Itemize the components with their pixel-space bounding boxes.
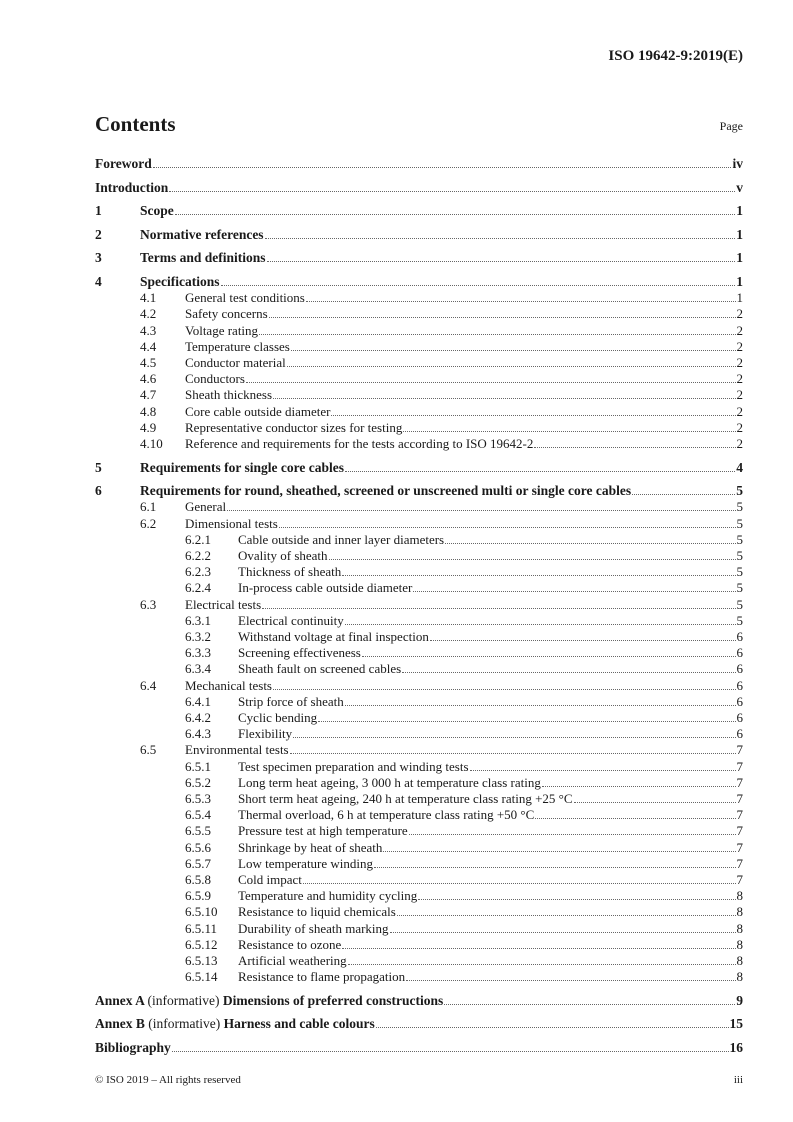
dot-leader	[175, 213, 736, 215]
dot-leader	[403, 430, 735, 432]
toc-entry-title: General test conditions	[185, 290, 305, 306]
dot-leader	[342, 574, 735, 576]
toc-entry-title: Core cable outside diameter	[185, 403, 331, 419]
table-of-contents	[95, 156, 743, 1056]
toc-entry-number: 6.5.6	[185, 839, 211, 855]
toc-entry-page: 2	[736, 354, 743, 370]
toc-entry-title: Artificial weathering	[238, 953, 347, 969]
toc-entry-page: 2	[736, 403, 743, 419]
toc-entry-number: 4.2	[140, 306, 157, 322]
toc-entry-page: 7	[736, 839, 743, 855]
toc-entry[interactable]	[95, 499, 743, 515]
toc-entry-page: 6	[736, 726, 743, 742]
toc-entry-page: 2	[736, 371, 743, 387]
toc-entry[interactable]	[95, 306, 743, 322]
toc-entry-number: 6.3	[140, 596, 157, 612]
annex-label: Annex A	[95, 992, 145, 1008]
toc-entry[interactable]	[95, 387, 743, 403]
toc-entry-title: Thermal overload, 6 h at temperature class rating +50 °C	[238, 807, 535, 823]
toc-entry-page: 5	[736, 483, 743, 499]
toc-entry-number: 6.5.4	[185, 807, 211, 823]
toc-entry-page: 5	[736, 499, 743, 515]
toc-entry-page: 7	[736, 774, 743, 790]
toc-entry-page: 1	[736, 250, 743, 266]
toc-entry-number: 6.5.3	[185, 791, 211, 807]
footer-page-number: iii	[733, 1074, 743, 1086]
toc-entry-page: 1	[736, 203, 743, 219]
toc-entry-page: 16	[729, 1040, 743, 1056]
toc-entry-title: Safety concerns	[185, 306, 268, 322]
dot-leader	[574, 801, 736, 803]
toc-entry-page: 7	[736, 855, 743, 871]
toc-entry-number: 6.4.3	[185, 726, 211, 742]
toc-entry-page: 1	[736, 290, 743, 306]
toc-entry-page: 1	[736, 273, 743, 289]
dot-leader	[291, 349, 736, 351]
dot-leader	[329, 558, 736, 560]
toc-entry-page: 7	[736, 807, 743, 823]
document-id-header: ISO 19642-9:2019(E)	[608, 48, 743, 64]
toc-entry-page: 6	[736, 677, 743, 693]
toc-entry-number: 6.2.4	[185, 580, 211, 596]
toc-entry[interactable]	[95, 953, 743, 969]
toc-entry-number: 4	[95, 273, 102, 289]
toc-entry[interactable]	[95, 807, 743, 823]
toc-entry-title: Flexibility	[238, 726, 293, 742]
toc-entry-number: 6.1	[140, 499, 157, 515]
toc-entry-page: 5	[736, 531, 743, 547]
toc-entry-number: 4.3	[140, 322, 157, 338]
dot-leader	[259, 333, 735, 335]
dot-leader	[273, 397, 735, 399]
toc-entry-page: 8	[736, 936, 743, 952]
toc-entry-title: Specifications	[140, 273, 220, 289]
toc-entry-number: 6.2.2	[185, 548, 211, 563]
toc-entry-title: Durability of sheath marking	[238, 920, 389, 936]
toc-entry-number: 6.4.1	[185, 693, 211, 709]
toc-entry[interactable]	[95, 993, 743, 1009]
dot-leader	[269, 316, 736, 318]
toc-entry-title	[95, 993, 443, 1009]
toc-entry-number: 4.5	[140, 354, 157, 370]
toc-entry[interactable]	[95, 921, 743, 937]
toc-entry-title: Bibliography	[95, 1040, 171, 1056]
toc-entry[interactable]	[95, 516, 743, 532]
toc-entry-number: 6.5.9	[185, 888, 211, 904]
dot-leader	[430, 639, 736, 641]
toc-entry-page: 8	[736, 904, 743, 920]
toc-entry-page: 2	[736, 436, 743, 451]
toc-entry-number: 6.5.14	[185, 969, 218, 985]
toc-entry-title: Scope	[140, 203, 174, 219]
toc-entry[interactable]	[95, 872, 743, 888]
dot-leader	[632, 493, 735, 495]
toc-entry-page: iv	[732, 156, 743, 171]
toc-entry-number: 6.4.2	[185, 710, 211, 726]
toc-entry-number: 6.5.10	[185, 904, 218, 920]
toc-entry[interactable]	[95, 726, 743, 742]
dot-leader	[348, 963, 736, 965]
toc-entry-title: Environmental tests	[185, 742, 289, 758]
toc-entry-page: 2	[736, 419, 743, 435]
toc-entry-number: 6.3.2	[185, 629, 211, 645]
dot-leader	[374, 866, 735, 868]
toc-entry-page: 8	[736, 888, 743, 904]
toc-entry-number: 4.6	[140, 371, 157, 387]
toc-entry-page: 5	[736, 612, 743, 628]
dot-leader	[287, 365, 736, 367]
dot-leader	[290, 752, 736, 754]
toc-entry-page: 2	[736, 306, 743, 322]
dot-leader	[267, 260, 736, 262]
toc-entry-title: Short term heat ageing, 240 h at temperature class rating +25 °C	[238, 791, 573, 807]
dot-leader	[293, 736, 735, 738]
toc-entry-title: Electrical tests	[185, 596, 262, 612]
toc-entry[interactable]	[95, 775, 743, 791]
toc-entry-page: 7	[736, 872, 743, 888]
dot-leader	[534, 446, 735, 448]
toc-entry-number: 6.5.7	[185, 855, 211, 871]
toc-entry-title: Conductor material	[185, 354, 286, 370]
toc-entry[interactable]	[95, 203, 743, 219]
toc-entry-number: 6.5.8	[185, 872, 211, 888]
toc-entry[interactable]	[95, 290, 743, 306]
dot-leader	[444, 1003, 735, 1005]
toc-entry[interactable]	[95, 969, 743, 985]
dot-leader	[342, 947, 735, 949]
toc-entry-title: Sheath fault on screened cables	[238, 661, 402, 677]
dot-leader	[470, 769, 736, 771]
dot-leader	[221, 284, 736, 286]
toc-entry-number: 6.2.3	[185, 564, 211, 580]
toc-entry[interactable]	[95, 645, 743, 661]
toc-entry-title: Electrical continuity	[238, 612, 344, 628]
toc-entry-title: Temperature and humidity cycling	[238, 888, 418, 904]
toc-entry-title: Requirements for single core cables	[140, 459, 344, 475]
toc-entry-page: 1	[736, 226, 743, 242]
toc-entry[interactable]	[95, 548, 743, 564]
annex-label: Annex B	[95, 1016, 145, 1032]
toc-entry[interactable]	[95, 404, 743, 420]
toc-entry-number: 4.10	[140, 436, 163, 451]
toc-entry-title: Resistance to ozone	[238, 936, 342, 952]
toc-entry[interactable]	[95, 597, 743, 613]
toc-entry-number: 6	[95, 483, 102, 499]
toc-entry-title: Resistance to flame propagation	[238, 969, 406, 985]
toc-entry[interactable]	[95, 1040, 743, 1056]
dot-leader	[153, 166, 732, 168]
toc-entry[interactable]	[95, 180, 743, 196]
toc-entry-page: 2	[736, 387, 743, 403]
dot-leader	[345, 470, 735, 472]
annex-note: (informative)	[148, 1016, 221, 1032]
dot-leader	[345, 704, 736, 706]
toc-entry[interactable]	[95, 339, 743, 355]
toc-entry-page: 6	[736, 710, 743, 726]
dot-leader	[402, 671, 735, 673]
toc-entry[interactable]	[95, 580, 743, 596]
toc-entry-title: Foreword	[95, 156, 152, 171]
dot-leader	[397, 914, 736, 916]
dot-leader	[172, 1050, 729, 1052]
toc-entry-page: 6	[736, 693, 743, 709]
dot-leader	[445, 542, 735, 544]
toc-entry-title: Resistance to liquid chemicals	[238, 904, 396, 920]
toc-entry-title: Cable outside and inner layer diameters	[238, 531, 445, 547]
toc-entry-title: Cold impact	[238, 872, 302, 888]
toc-entry-number: 6.5.2	[185, 774, 211, 790]
footer-copyright: © ISO 2019 – All rights reserved	[95, 1074, 241, 1086]
dot-leader	[169, 190, 735, 192]
toc-entry-title: Long term heat ageing, 3 000 h at temperature class rating	[238, 774, 541, 790]
toc-entry-page: 9	[736, 992, 743, 1008]
dot-leader	[390, 931, 736, 933]
toc-entry-title: Ovality of sheath	[238, 548, 328, 563]
toc-entry-title: Normative references	[140, 226, 264, 242]
dot-leader	[303, 882, 736, 884]
toc-entry[interactable]	[95, 250, 743, 266]
toc-entry[interactable]	[95, 460, 743, 476]
toc-entry-number: 6.2	[140, 515, 157, 531]
toc-entry-title: Pressure test at high temperature	[238, 823, 408, 839]
toc-entry[interactable]	[95, 156, 743, 172]
toc-entry-title: Strip force of sheath	[238, 693, 344, 709]
toc-entry[interactable]	[95, 823, 743, 839]
dot-leader	[383, 850, 735, 852]
toc-entry-title: Shrinkage by heat of sheath	[238, 839, 383, 855]
toc-entry[interactable]	[95, 937, 743, 953]
dot-leader	[409, 833, 736, 835]
toc-entry-page: 6	[736, 629, 743, 645]
annex-title: Harness and cable colours	[223, 1016, 375, 1032]
dot-leader	[246, 381, 736, 383]
toc-entry[interactable]	[95, 420, 743, 436]
toc-entry-page: 8	[736, 969, 743, 985]
toc-entry-page: 4	[736, 459, 743, 475]
toc-entry-page: 6	[736, 645, 743, 661]
toc-entry-title: Dimensional tests	[185, 515, 278, 531]
toc-entry[interactable]	[95, 483, 743, 499]
dot-leader	[406, 979, 735, 981]
toc-entry[interactable]	[95, 678, 743, 694]
dot-leader	[413, 590, 735, 592]
toc-entry-title: Mechanical tests	[185, 677, 272, 693]
toc-entry-page: v	[736, 179, 743, 195]
page-title: Contents	[95, 112, 176, 136]
toc-entry-page: 5	[736, 564, 743, 580]
toc-entry-page: 2	[736, 338, 743, 354]
dot-leader	[279, 526, 736, 528]
toc-entry-number: 2	[95, 226, 102, 242]
dot-leader	[318, 720, 735, 722]
toc-entry-title: Temperature classes	[185, 338, 290, 354]
toc-entry[interactable]	[95, 742, 743, 758]
toc-entry-number: 6.5	[140, 742, 157, 758]
toc-entry-title: Requirements for round, sheathed, screened or unscreened multi or single core cables	[140, 483, 632, 499]
toc-entry[interactable]	[95, 532, 743, 548]
toc-entry-title: In-process cable outside diameter	[238, 580, 413, 596]
dot-leader	[265, 237, 736, 239]
toc-entry-number: 6.2.1	[185, 531, 211, 547]
toc-entry[interactable]	[95, 904, 743, 920]
toc-entry-page: 7	[736, 742, 743, 758]
toc-entry-number: 6.3.1	[185, 612, 211, 628]
toc-entry-page: 8	[736, 920, 743, 936]
toc-entry[interactable]	[95, 840, 743, 856]
toc-entry-number: 6.5.1	[185, 758, 211, 774]
toc-entry-title: Conductors	[185, 371, 245, 387]
toc-entry-title: General	[185, 499, 227, 515]
toc-entry-page: 5	[736, 515, 743, 531]
toc-entry-number: 4.7	[140, 387, 157, 403]
toc-entry-title: Screening effectiveness	[238, 645, 361, 661]
toc-entry[interactable]	[95, 710, 743, 726]
toc-entry[interactable]	[95, 856, 743, 872]
toc-entry-number: 4.8	[140, 403, 157, 419]
toc-entry[interactable]	[95, 564, 743, 580]
toc-entry-page: 5	[736, 580, 743, 596]
dot-leader	[262, 607, 735, 609]
dot-leader	[331, 414, 735, 416]
toc-entry-number: 6.3.4	[185, 661, 211, 677]
dot-leader	[227, 509, 735, 511]
toc-entry-page: 7	[736, 758, 743, 774]
toc-entry-title: Terms and definitions	[140, 250, 266, 266]
toc-entry[interactable]	[95, 694, 743, 710]
dot-leader	[362, 655, 736, 657]
toc-entry-page: 2	[736, 322, 743, 338]
toc-entry-title: Low temperature winding	[238, 855, 374, 871]
toc-entry-title: Sheath thickness	[185, 387, 273, 403]
toc-entry-page: 8	[736, 953, 743, 969]
dot-leader	[345, 623, 736, 625]
toc-entry-number: 6.3.3	[185, 645, 211, 661]
toc-entry[interactable]	[95, 759, 743, 775]
toc-entry[interactable]	[95, 227, 743, 243]
toc-entry-number: 1	[95, 203, 102, 219]
toc-entry-title: Voltage rating	[185, 322, 259, 338]
toc-entry-number: 3	[95, 250, 102, 266]
annex-note: (informative)	[147, 992, 220, 1008]
toc-entry-number: 6.5.11	[185, 920, 218, 936]
toc-entry-page: 7	[736, 823, 743, 839]
toc-entry-number: 4.4	[140, 338, 157, 354]
toc-entry-title: Withstand voltage at final inspection	[238, 629, 429, 645]
toc-entry[interactable]	[95, 371, 743, 387]
dot-leader	[535, 817, 735, 819]
toc-entry[interactable]	[95, 323, 743, 339]
toc-entry-page: 5	[736, 596, 743, 612]
toc-entry-page: 5	[736, 548, 743, 563]
toc-entry-number: 6.5.13	[185, 953, 218, 969]
toc-entry-title: Introduction	[95, 179, 169, 195]
dot-leader	[542, 785, 736, 787]
toc-entry-number: 4.1	[140, 290, 157, 306]
toc-entry[interactable]	[95, 613, 743, 629]
toc-entry[interactable]	[95, 274, 743, 290]
dot-leader	[376, 1026, 729, 1028]
toc-entry-title: Thickness of sheath	[238, 564, 342, 580]
toc-entry-page: 7	[736, 791, 743, 807]
toc-entry-number: 4.9	[140, 419, 157, 435]
toc-entry-title: Test specimen preparation and winding tests	[238, 758, 469, 774]
toc-entry-title: Cyclic bending	[238, 710, 318, 726]
toc-entry[interactable]	[95, 888, 743, 904]
page-column-label: Page	[719, 119, 743, 133]
dot-leader	[273, 688, 736, 690]
toc-entry-number: 6.5.5	[185, 823, 211, 839]
toc-entry[interactable]	[95, 791, 743, 807]
toc-entry-number: 6.5.12	[185, 936, 218, 952]
toc-entry[interactable]	[95, 629, 743, 645]
toc-entry[interactable]	[95, 355, 743, 371]
toc-entry[interactable]	[95, 436, 743, 452]
dot-leader	[418, 898, 735, 900]
annex-title: Dimensions of preferred constructions	[222, 992, 444, 1008]
toc-entry[interactable]	[95, 661, 743, 677]
toc-entry[interactable]	[95, 1016, 743, 1032]
toc-entry-page: 6	[736, 661, 743, 677]
toc-entry-number: 5	[95, 459, 102, 475]
dot-leader	[306, 300, 736, 302]
toc-entry-title: Representative conductor sizes for testing	[185, 419, 403, 435]
toc-entry-number: 6.4	[140, 677, 157, 693]
toc-entry-title: Reference and requirements for the tests according to ISO 19642-2	[185, 436, 534, 451]
toc-entry-page: 15	[729, 1016, 743, 1032]
toc-entry-title	[95, 1016, 375, 1032]
